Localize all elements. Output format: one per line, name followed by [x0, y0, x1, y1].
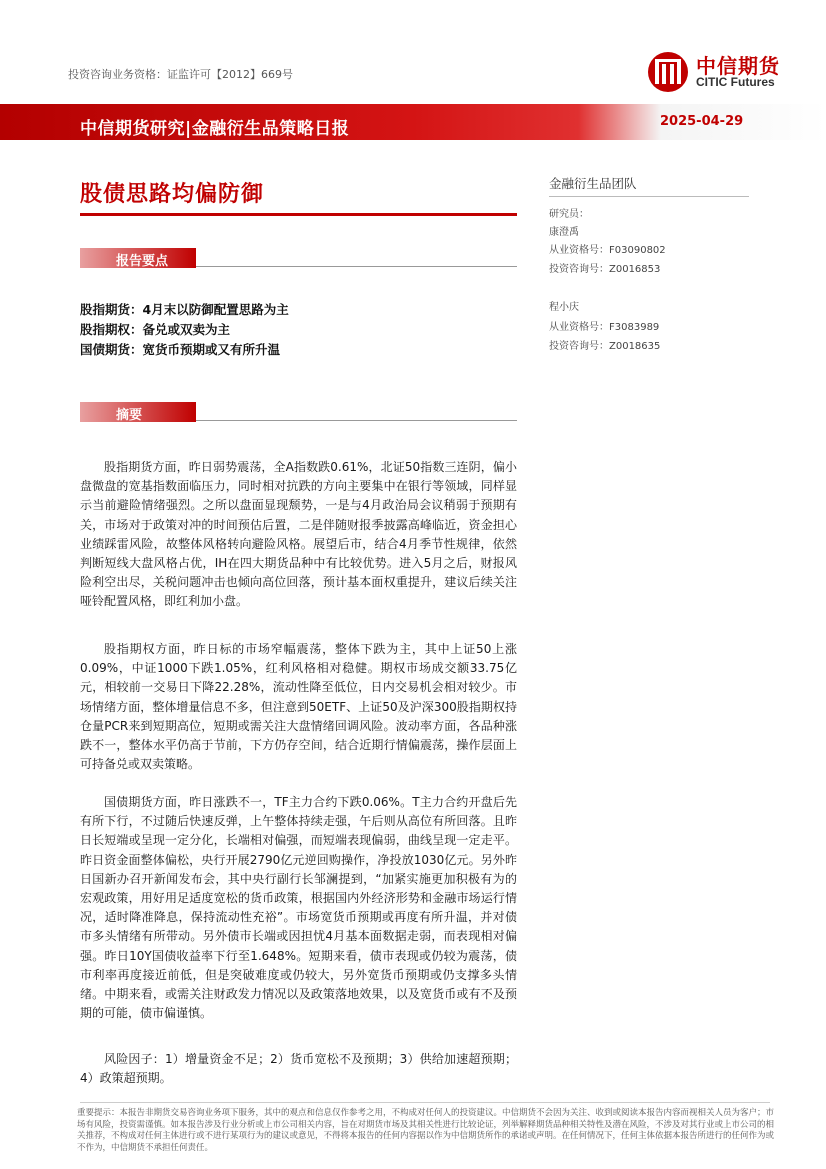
key-point-treasury-futures: 国债期货：宽货币预期或又有所升温	[80, 342, 281, 357]
paragraph-treasury-futures	[80, 793, 517, 1023]
logo-text-cn: 中信期货	[696, 54, 780, 78]
citic-logo-icon	[646, 50, 690, 94]
title-divider	[80, 213, 517, 216]
analyst-name: 程小庆	[549, 302, 579, 313]
banner-title: 中信期货研究|金融衍生品策略日报	[80, 119, 350, 139]
section-divider	[196, 420, 517, 421]
section-label: 报告要点	[116, 254, 169, 269]
analyst-name: 康澄禹	[549, 227, 579, 238]
paragraph-text: 风险因子：1）增量资金不足；2）货币宽松不及预期；3）供给加速超预期；4）政策超预期。	[80, 1052, 517, 1086]
analyst-consult-number: 投资咨询号：Z0018635	[549, 341, 661, 352]
researcher-label: 研究员：	[549, 209, 589, 220]
paragraph-risk-factors	[80, 1050, 517, 1088]
paragraph-text: 股指期权方面，昨日标的市场窄幅震荡，整体下跌为主，其中上证50上涨0.09%，中证1000下跌1.05%，红利风格相对稳健。期权市场成交额33.75亿元，相较前一交易日下降22.28%，流动性降至低位，日内交易机会相对较少。市场情绪方面，整体增量信息不多，但注意到50ETF、上证50及沪深300股指期权持仓量PCR来到短期高位，短期或需关注大盘情绪回调风险。波动率方面，各品种涨跌不一，整体水平仍高于节前，下方仍存空间，结合近期行情偏震荡，操作层面上可持备兑或双卖策略。	[80, 642, 517, 772]
key-point-index-futures: 股指期货：4月末以防御配置思路为主	[80, 302, 289, 317]
section-header-key-points	[80, 248, 517, 268]
certification-line: 投资咨询业务资格：证监许可【2012】669号	[68, 68, 293, 81]
key-point-index-options: 股指期权：备兑或双卖为主	[80, 322, 231, 337]
section-header-summary	[80, 402, 517, 422]
paragraph-index-futures	[80, 458, 517, 612]
report-title: 股债思路均偏防御	[80, 182, 265, 207]
citic-futures-logo	[646, 48, 806, 96]
sidebar-divider	[549, 196, 749, 197]
analyst-license: 从业资格号：F03090802	[549, 245, 666, 256]
footer-divider	[80, 1102, 770, 1103]
analyst-consult-number: 投资咨询号：Z0016853	[549, 264, 661, 275]
section-label: 摘要	[116, 408, 143, 423]
report-date: 2025-04-29	[660, 114, 744, 129]
section-divider	[196, 266, 517, 267]
logo-text-en: CITIC Futures	[696, 75, 775, 89]
paragraph-text: 国债期货方面，昨日涨跌不一，TF主力合约下跌0.06%。T主力合约开盘后先有所下行，不过随后快速反弹，上午整体持续走强，午后则从高位有所回落。且昨日长短端或呈现一定分化，长端相对偏强，而短端表现偏弱，曲线呈现一定走平。昨日资金面整体偏松，央行开展2790亿元逆回购操作，净投放1030亿元。另外昨日国新办召开新闻发布会，其中央行副行长邹澜提到，“加紧实施更加积极有为的宏观政策，用好用足适度宽松的货币政策，根据国内外经济形势和金融市场运行情况，适时降准降息，保持流动性充裕”。市场宽货币预期或再度有所升温，并对债市多头情绪有所带动。另外债市长端或因担忧4月基本面数据走弱，而表现相对偏强。昨日10Y国债收益率下行至1.648%。短期来看，债市表现或仍较为震荡，债市利率再度接近前低，但是突破难度或仍较大，另外宽货币预期或仍支撑多头情绪。中期来看，或需关注财政发力情况以及政策落地效果，以及宽货币或有不及预期的可能，债市偏谨慎。	[80, 795, 517, 1021]
disclaimer: 重要提示：本报告非期货交易咨询业务项下服务，其中的观点和信息仅作参考之用，不构成对任何人的投资建议。中信期货不会因为关注、收到或阅读本报告内容而视相关人员为客户；市场有风险，投资需谨慎。如本报告涉及行业分析或上市公司相关内容，旨在对期货市场及其相关性进行比较论证，列举解释期货品种相关特性及潜在风险，不涉及对其行业或上市公司的相关推荐，不构成对任何主体进行或不进行某项行为的建议或意见，不得将本报告的任何内容据以作为中信期货所作的承诺或声明。在任何情况下，任何主体依据本报告所进行的任何作为或不作为，中信期货不承担任何责任。	[77, 1108, 775, 1153]
team-name: 金融衍生品团队	[549, 176, 637, 191]
analyst-license: 从业资格号：F3083989	[549, 322, 660, 333]
paragraph-index-options	[80, 640, 517, 774]
paragraph-text: 股指期货方面，昨日弱势震荡，全A指数跌0.61%，北证50指数三连阴，偏小盘微盘的宽基指数面临压力，同时相对抗跌的方向主要集中在银行等领域，同样显示当前避险情绪强烈。之所以盘面显现颓势，一是与4月政治局会议稍弱于预期有关，市场对于政策对冲的时间预估后置，二是伴随财报季披露高峰临近，资金担心业绩踩雷风险，故整体风格转向避险风格。展望后市，结合4月季节性规律，依然判断短线大盘风格占优，IH在四大期货品种中有比较优势。进入5月之后，财报风险利空出尽，关税问题冲击也倾向高位回落，预计基本面权重提升，建议后续关注哑铃配置风格，即红利加小盘。	[80, 460, 517, 609]
